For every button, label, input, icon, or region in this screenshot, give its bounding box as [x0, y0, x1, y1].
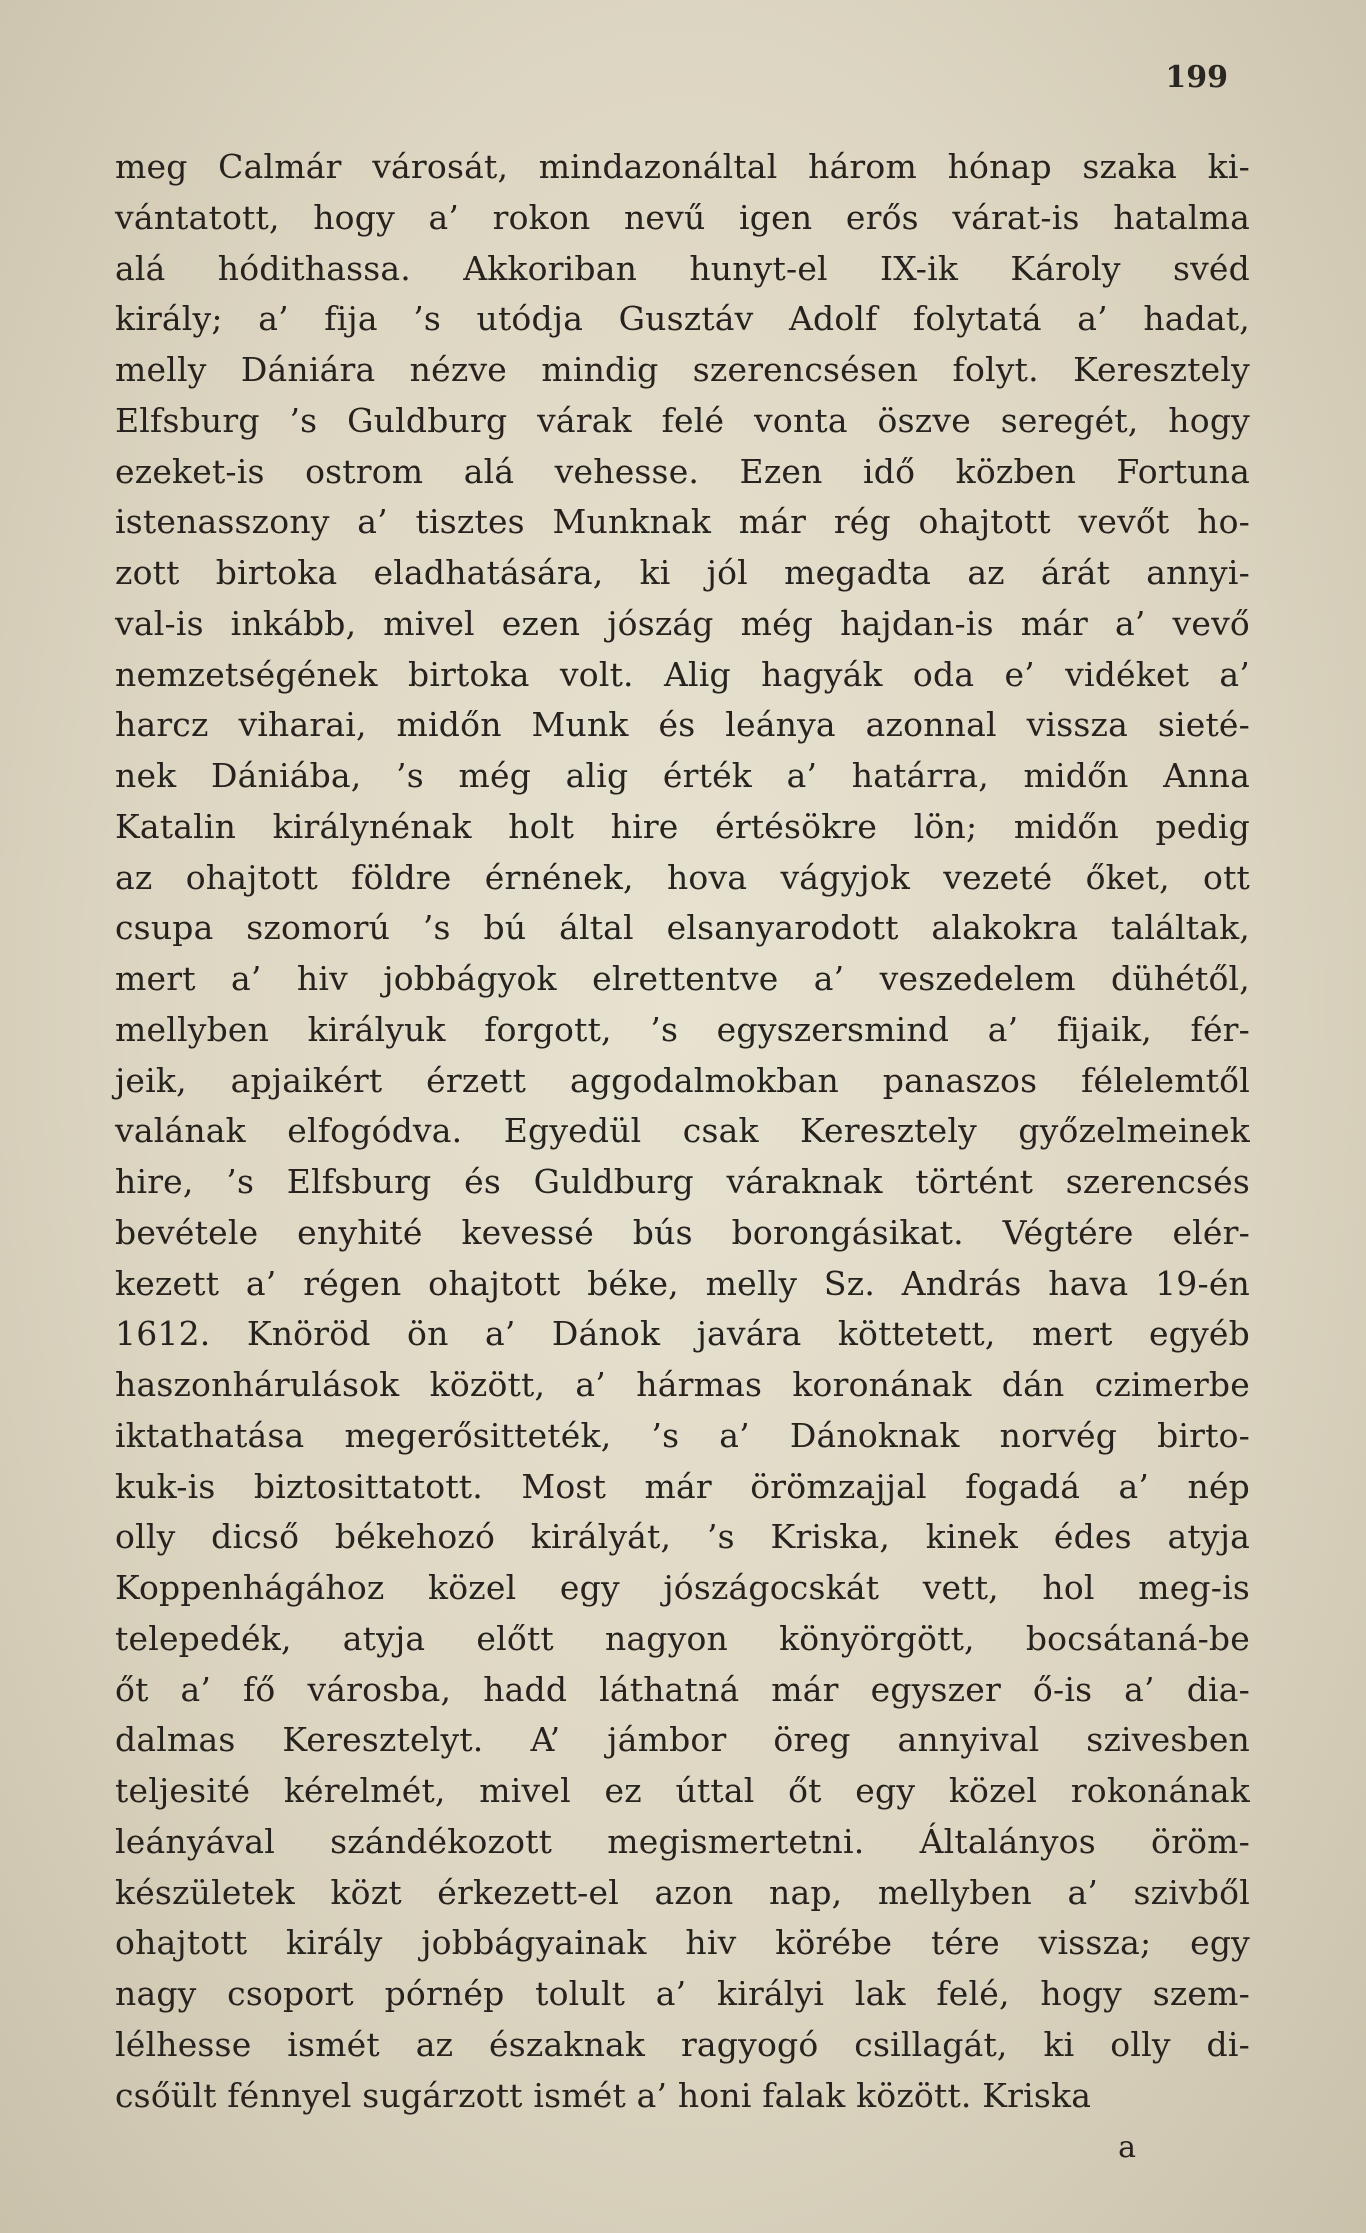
text-line: mellyben királyuk forgott, ’s egyszersmind a’ fijaik, fér- [115, 1009, 1250, 1049]
text-line: meg Calmár városát, mindazonáltal három hónap szaka ki- [115, 147, 1250, 186]
text-line: csőült fénnyel sugárzott ismét a’ honi falak között. Kriska [115, 2075, 1092, 2115]
text-line: Elfsburg ’s Guldburg várak felé vonta öszve seregét, hogy [115, 400, 1250, 440]
text-line: Katalin királynénak holt hire értésökre lön; midőn pedig [115, 806, 1250, 846]
text-line: zott birtoka eladhatására, ki jól megadta az árát annyi- [115, 553, 1250, 592]
text-line: haszonhárulások között, a’ hármas koronának dán czimerbe [115, 1365, 1250, 1404]
text-line: iktathatása megerősitteték, ’s a’ Dánoknak norvég birto- [115, 1415, 1250, 1455]
text-line: hire, ’s Elfsburg és Guldburg váraknak történt szerencsés [115, 1162, 1250, 1201]
text-line: jeik, apjaikért érzett aggodalmokban panaszos félelemtől [115, 1060, 1250, 1100]
page-number: 199 [1165, 60, 1228, 95]
text-line: kuk-is biztosittatott. Most már örömzajjal fogadá a’ nép [115, 1466, 1250, 1506]
text-line: nemzetségének birtoka volt. Alig hagyák oda e’ vidéket a’ [115, 654, 1250, 694]
text-line: melly Dániára nézve mindig szerencsésen folyt. Keresztely [115, 350, 1250, 389]
text-line: kezett a’ régen ohajtott béke, melly Sz. András hava 19-én [115, 1263, 1250, 1303]
text-line: az ohajtott földre érnének, hova vágyjok vezeté őket, ott [115, 857, 1250, 897]
text-line: lélhesse ismét az északnak ragyogó csillagát, ki olly di- [115, 2024, 1250, 2064]
text-line: istenasszony a’ tisztes Munknak már rég ohajtott vevőt ho- [115, 502, 1250, 542]
catchword: a [1118, 2130, 1136, 2165]
text-line: olly dicső békehozó királyát, ’s Kriska, kinek édes atyja [115, 1517, 1250, 1557]
text-line: leányával szándékozott megismertetni. Általányos öröm- [115, 1821, 1250, 1861]
body-text [115, 142, 1250, 2121]
text-line: mert a’ hiv jobbágyok elrettentve a’ veszedelem dühétől, [115, 959, 1250, 998]
text-line: nek Dániába, ’s még alig érték a’ határra, midőn Anna [115, 756, 1250, 795]
text-line: nagy csoport pórnép tolult a’ királyi lak felé, hogy szem- [115, 1974, 1250, 2013]
text-line: telepedék, atyja előtt nagyon könyörgött, bocsátaná-be [115, 1618, 1250, 1658]
text-line: Koppenhágához közel egy jószágocskát vett, hol meg-is [115, 1568, 1250, 1607]
text-line: vántatott, hogy a’ rokon nevű igen erős várat-is hatalma [115, 197, 1250, 237]
text-line: ohajtott király jobbágyainak hiv körébe tére vissza; egy [115, 1923, 1250, 1963]
text-line: csupa szomorú ’s bú által elsanyarodott alakokra találtak, [115, 908, 1250, 948]
text-line: teljesité kérelmét, mivel ez úttal őt egy közel rokonának [115, 1771, 1250, 1810]
text-line: ezeket-is ostrom alá vehesse. Ezen idő közben Fortuna [115, 451, 1250, 491]
text-line: harcz viharai, midőn Munk és leánya azonnal vissza sieté- [115, 705, 1250, 745]
text-line: dalmas Keresztelyt. A’ jámbor öreg annyival szivesben [115, 1720, 1250, 1760]
text-line: készületek közt érkezett-el azon nap, mellyben a’ szivből [115, 1872, 1250, 1912]
text-line: 1612. Knöröd ön a’ Dánok javára köttetett, mert egyéb [115, 1314, 1250, 1354]
text-line: őt a’ fő városba, hadd láthatná már egyszer ő-is a’ dia- [115, 1669, 1250, 1709]
text-line: alá hódithassa. Akkoriban hunyt-el IX-ik Károly svéd [115, 248, 1250, 288]
text-line: bevétele enyhité kevessé bús borongásikat. Végtére elér- [115, 1212, 1250, 1252]
text-line: val-is inkább, mivel ezen jószág még hajdan-is már a’ vevő [115, 603, 1250, 643]
text-line: valának elfogódva. Egyedül csak Keresztely győzelmeinek [115, 1111, 1250, 1151]
text-line: király; a’ fija ’s utódja Gusztáv Adolf folytatá a’ hadat, [115, 299, 1250, 339]
